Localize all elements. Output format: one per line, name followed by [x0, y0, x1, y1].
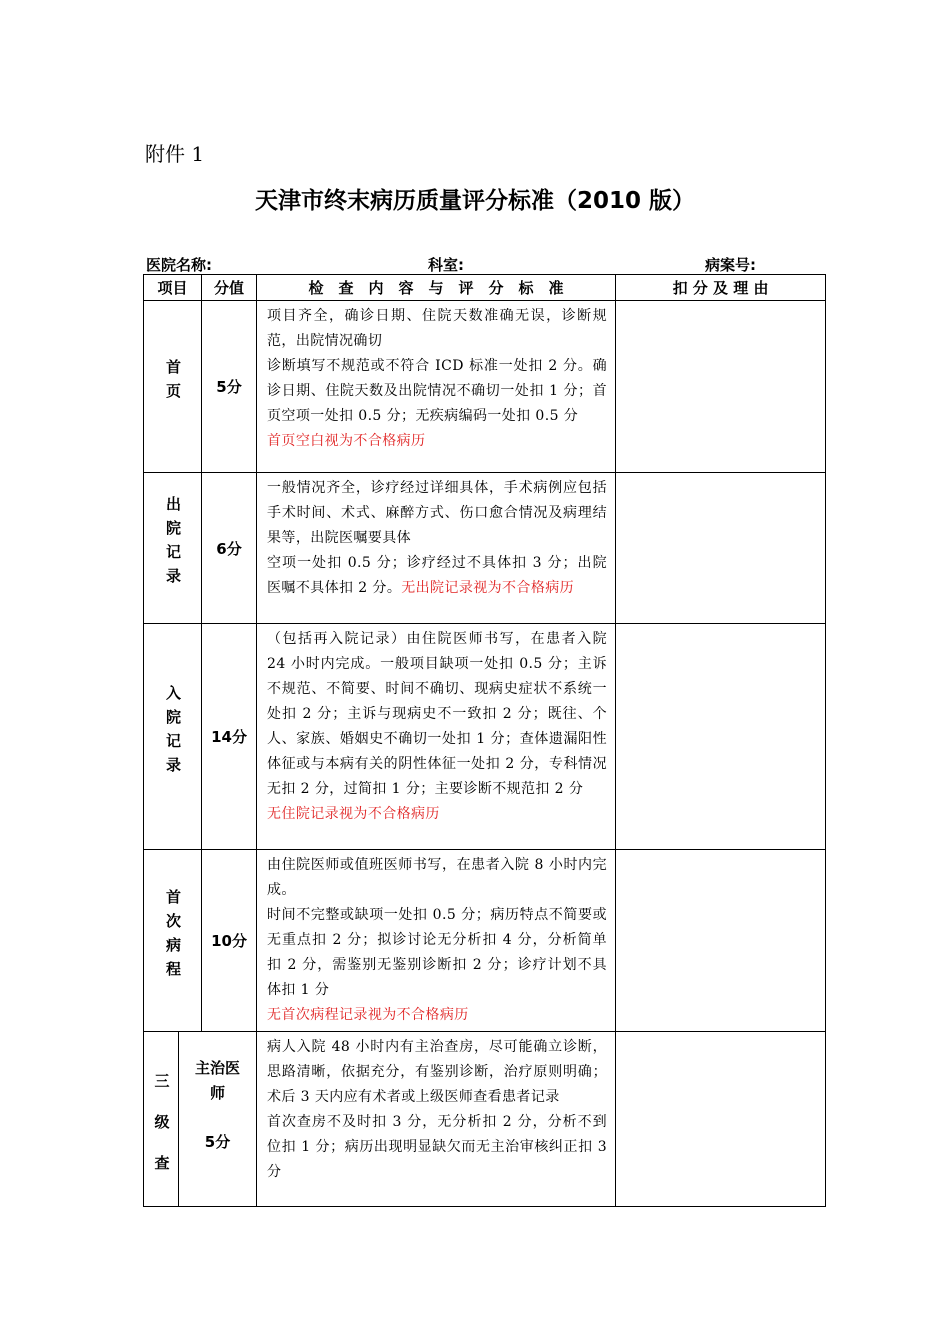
attachment-label: 附件 1	[145, 142, 205, 166]
content-cell: 由住院医师或值班医师书写，在患者入院 8 小时内完成。 时间不完整或缺项一处扣 0.5 分；病历特点不简要或无重点扣 2 分；拟诊讨论无分析扣 4 分，分析简单扣 2 分，需鉴别无鉴别诊断扣 2 分；诊疗计划不具体扣 1 分 无首次病程记录视为不合格病历	[257, 850, 616, 1032]
item-cell: 入院记录	[144, 624, 202, 850]
reason-cell[interactable]	[616, 850, 826, 1032]
table-row	[144, 1032, 826, 1207]
item-cell: 出院记录	[144, 473, 202, 624]
header-reason: 扣 分 及 理 由	[616, 275, 826, 301]
hospital-name-label: 医院名称:	[146, 256, 212, 274]
header-score: 分值	[202, 275, 257, 301]
content-cell: 项目齐全，确诊日期、住院天数准确无误，诊断规范，出院情况确切 诊断填写不规范或不符合 ICD 标准一处扣 2 分。确诊日期、住院天数及出院情况不确切一处扣 1 分；首页空项一处扣 0.5 分；无疾病编码一处扣 0.5 分 首页空白视为不合格病历	[257, 301, 616, 473]
score-cell: 5分	[202, 301, 257, 473]
item-cell: 首页	[144, 301, 202, 473]
page-title: 天津市终末病历质量评分标准（2010 版）	[254, 188, 696, 214]
header-content: 检 查 内 容 与 评 分 标 准	[257, 275, 616, 301]
score-cell: 10分	[202, 850, 257, 1032]
content-cell: 病人入院 48 小时内有主治查房，尽可能确立诊断，思路清晰，依据充分，有鉴别诊断，治疗原则明确；术后 3 天内应有术者或上级医师查看患者记录 首次查房不及时扣 3 分，无分析扣 2 分，分析不到位扣 1 分；病历出现明显缺欠而无主治审核纠正扣 3 分	[257, 1032, 616, 1207]
score-cell: 14分	[202, 624, 257, 850]
item-cell: 首次病程	[144, 850, 202, 1032]
reason-cell[interactable]	[616, 473, 826, 624]
table-row	[144, 624, 826, 850]
item-cell: 三级查	[144, 1032, 179, 1207]
table-header-row	[144, 275, 826, 301]
reason-cell[interactable]	[616, 301, 826, 473]
scoring-table	[143, 274, 826, 1207]
table-row	[144, 473, 826, 624]
table-row	[144, 850, 826, 1032]
department-label: 科室:	[428, 256, 464, 274]
table-row	[144, 301, 826, 473]
subitem-cell	[179, 1032, 257, 1207]
reason-cell[interactable]	[616, 624, 826, 850]
score-cell: 6分	[202, 473, 257, 624]
content-cell: （包括再入院记录）由住院医师书写，在患者入院 24 小时内完成。一般项目缺项一处扣 0.5 分；主诉不规范、不简要、时间不确切、现病史症状不系统一处扣 2 分；主诉与现病史不一致扣 2 分；既往、个人、家族、婚姻史不确切一处扣 1 分；查体遗漏阳性体征或与本病有关的阴性体征一处扣 2 分，专科情况无扣 2 分，过简扣 1 分；主要诊断不规范扣 2 分 无住院记录视为不合格病历	[257, 624, 616, 850]
subitem-label: 主治医师	[194, 1059, 240, 1102]
header-item: 项目	[144, 275, 202, 301]
reason-cell[interactable]	[616, 1032, 826, 1207]
content-cell: 一般情况齐全，诊疗经过详细具体，手术病例应包括手术时间、术式、麻醉方式、伤口愈合情况及病理结果等，出院医嘱要具体 空项一处扣 0.5 分；诊疗经过不具体扣 3 分；出院医嘱不具体扣 2 分。无出院记录视为不合格病历	[257, 473, 616, 624]
case-number-label: 病案号:	[705, 256, 756, 274]
subitem-score: 5分	[204, 1133, 231, 1151]
